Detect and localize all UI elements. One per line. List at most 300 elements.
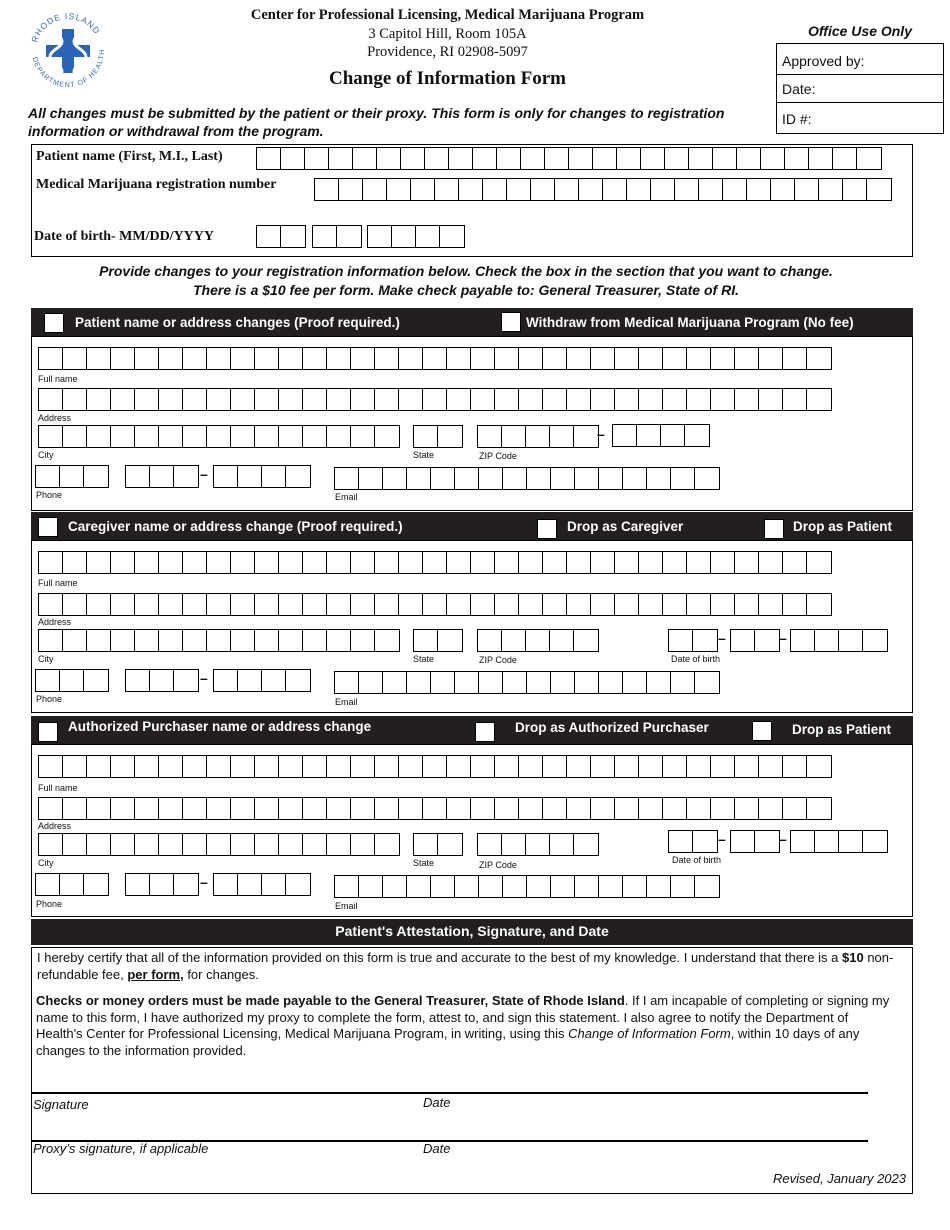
char-cell[interactable] xyxy=(375,798,399,819)
char-cell[interactable] xyxy=(363,179,387,200)
char-cell[interactable] xyxy=(507,179,531,200)
char-cell[interactable] xyxy=(399,348,423,369)
char-cell[interactable] xyxy=(502,426,526,447)
char-cell[interactable] xyxy=(423,552,447,573)
char-cell[interactable] xyxy=(543,594,567,615)
char-cell[interactable] xyxy=(327,348,351,369)
char-cell[interactable] xyxy=(159,630,183,651)
char-cell[interactable] xyxy=(255,426,279,447)
office-id-field[interactable] xyxy=(777,103,943,133)
char-cell[interactable] xyxy=(438,630,462,651)
char-cell[interactable] xyxy=(735,389,759,410)
char-cell[interactable] xyxy=(591,389,615,410)
char-cell[interactable] xyxy=(623,876,647,897)
char-cell[interactable] xyxy=(447,389,471,410)
char-cell[interactable] xyxy=(495,348,519,369)
char-cell[interactable] xyxy=(574,834,598,855)
patient-zip-input[interactable] xyxy=(477,425,599,448)
char-cell[interactable] xyxy=(351,594,375,615)
char-cell[interactable] xyxy=(687,552,711,573)
char-cell[interactable] xyxy=(159,756,183,777)
char-cell[interactable] xyxy=(407,876,431,897)
char-cell[interactable] xyxy=(591,594,615,615)
char-cell[interactable] xyxy=(87,552,111,573)
purchaser-full-name-input[interactable] xyxy=(38,755,832,778)
char-cell[interactable] xyxy=(87,630,111,651)
char-cell[interactable] xyxy=(353,148,377,169)
char-cell[interactable] xyxy=(387,179,411,200)
char-cell[interactable] xyxy=(615,798,639,819)
char-cell[interactable] xyxy=(231,389,255,410)
char-cell[interactable] xyxy=(543,798,567,819)
char-cell[interactable] xyxy=(574,630,598,651)
char-cell[interactable] xyxy=(693,630,717,651)
char-cell[interactable] xyxy=(111,834,135,855)
char-cell[interactable] xyxy=(455,876,479,897)
caregiver-change-checkbox[interactable] xyxy=(38,517,58,537)
char-cell[interactable] xyxy=(711,594,735,615)
char-cell[interactable] xyxy=(447,756,471,777)
char-cell[interactable] xyxy=(63,426,87,447)
char-cell[interactable] xyxy=(159,348,183,369)
caregiver-dob-month-input[interactable] xyxy=(668,629,718,652)
char-cell[interactable] xyxy=(627,179,651,200)
char-cell[interactable] xyxy=(416,226,440,247)
char-cell[interactable] xyxy=(383,468,407,489)
char-cell[interactable] xyxy=(135,630,159,651)
char-cell[interactable] xyxy=(783,552,807,573)
char-cell[interactable] xyxy=(207,798,231,819)
char-cell[interactable] xyxy=(687,756,711,777)
char-cell[interactable] xyxy=(135,348,159,369)
char-cell[interactable] xyxy=(791,831,815,852)
purchaser-dob-month-input[interactable] xyxy=(668,830,718,853)
char-cell[interactable] xyxy=(431,876,455,897)
char-cell[interactable] xyxy=(359,672,383,693)
char-cell[interactable] xyxy=(63,756,87,777)
char-cell[interactable] xyxy=(711,552,735,573)
char-cell[interactable] xyxy=(63,594,87,615)
char-cell[interactable] xyxy=(87,798,111,819)
char-cell[interactable] xyxy=(231,630,255,651)
char-cell[interactable] xyxy=(39,630,63,651)
caregiver-dob-day-input[interactable] xyxy=(730,629,780,652)
char-cell[interactable] xyxy=(575,876,599,897)
char-cell[interactable] xyxy=(135,756,159,777)
char-cell[interactable] xyxy=(521,148,545,169)
char-cell[interactable] xyxy=(303,389,327,410)
char-cell[interactable] xyxy=(435,179,459,200)
char-cell[interactable] xyxy=(502,630,526,651)
char-cell[interactable] xyxy=(711,798,735,819)
char-cell[interactable] xyxy=(255,389,279,410)
char-cell[interactable] xyxy=(423,798,447,819)
char-cell[interactable] xyxy=(183,594,207,615)
caregiver-state-input[interactable] xyxy=(413,629,463,652)
char-cell[interactable] xyxy=(783,756,807,777)
char-cell[interactable] xyxy=(303,552,327,573)
registration-number-input[interactable] xyxy=(314,178,892,201)
char-cell[interactable] xyxy=(711,756,735,777)
char-cell[interactable] xyxy=(207,756,231,777)
char-cell[interactable] xyxy=(502,834,526,855)
char-cell[interactable] xyxy=(63,834,87,855)
char-cell[interactable] xyxy=(423,389,447,410)
char-cell[interactable] xyxy=(669,630,693,651)
char-cell[interactable] xyxy=(359,876,383,897)
char-cell[interactable] xyxy=(111,630,135,651)
char-cell[interactable] xyxy=(747,179,771,200)
char-cell[interactable] xyxy=(279,348,303,369)
char-cell[interactable] xyxy=(639,389,663,410)
char-cell[interactable] xyxy=(126,466,150,487)
char-cell[interactable] xyxy=(303,426,327,447)
char-cell[interactable] xyxy=(685,425,709,446)
char-cell[interactable] xyxy=(440,226,464,247)
approved-by-field[interactable] xyxy=(777,44,943,75)
char-cell[interactable] xyxy=(599,876,623,897)
char-cell[interactable] xyxy=(255,348,279,369)
patient-address-input[interactable] xyxy=(38,388,832,411)
char-cell[interactable] xyxy=(473,148,497,169)
char-cell[interactable] xyxy=(39,426,63,447)
char-cell[interactable] xyxy=(257,148,281,169)
char-cell[interactable] xyxy=(126,874,150,895)
char-cell[interactable] xyxy=(731,630,755,651)
char-cell[interactable] xyxy=(305,148,329,169)
char-cell[interactable] xyxy=(375,552,399,573)
dob-month-input[interactable] xyxy=(256,225,306,248)
char-cell[interactable] xyxy=(567,594,591,615)
char-cell[interactable] xyxy=(527,672,551,693)
char-cell[interactable] xyxy=(591,552,615,573)
char-cell[interactable] xyxy=(519,798,543,819)
caregiver-dob-year-input[interactable] xyxy=(790,629,888,652)
char-cell[interactable] xyxy=(279,630,303,651)
char-cell[interactable] xyxy=(327,756,351,777)
char-cell[interactable] xyxy=(593,148,617,169)
char-cell[interactable] xyxy=(231,426,255,447)
purchaser-address-input[interactable] xyxy=(38,797,832,820)
char-cell[interactable] xyxy=(661,425,685,446)
caregiver-address-input[interactable] xyxy=(38,593,832,616)
char-cell[interactable] xyxy=(159,834,183,855)
char-cell[interactable] xyxy=(459,179,483,200)
char-cell[interactable] xyxy=(551,876,575,897)
char-cell[interactable] xyxy=(183,798,207,819)
char-cell[interactable] xyxy=(711,389,735,410)
char-cell[interactable] xyxy=(39,756,63,777)
char-cell[interactable] xyxy=(255,552,279,573)
char-cell[interactable] xyxy=(329,148,353,169)
char-cell[interactable] xyxy=(671,672,695,693)
purchaser-zip-input[interactable] xyxy=(477,833,599,856)
char-cell[interactable] xyxy=(135,798,159,819)
char-cell[interactable] xyxy=(647,672,671,693)
char-cell[interactable] xyxy=(279,834,303,855)
char-cell[interactable] xyxy=(591,756,615,777)
char-cell[interactable] xyxy=(303,594,327,615)
char-cell[interactable] xyxy=(639,348,663,369)
char-cell[interactable] xyxy=(375,630,399,651)
caregiver-zip-input[interactable] xyxy=(477,629,599,652)
char-cell[interactable] xyxy=(303,798,327,819)
char-cell[interactable] xyxy=(647,876,671,897)
char-cell[interactable] xyxy=(807,348,831,369)
char-cell[interactable] xyxy=(575,672,599,693)
char-cell[interactable] xyxy=(591,348,615,369)
char-cell[interactable] xyxy=(231,798,255,819)
char-cell[interactable] xyxy=(639,756,663,777)
char-cell[interactable] xyxy=(375,756,399,777)
char-cell[interactable] xyxy=(159,594,183,615)
char-cell[interactable] xyxy=(599,468,623,489)
char-cell[interactable] xyxy=(174,466,198,487)
char-cell[interactable] xyxy=(695,468,719,489)
char-cell[interactable] xyxy=(111,389,135,410)
char-cell[interactable] xyxy=(447,798,471,819)
purchaser-drop-patient-checkbox[interactable] xyxy=(752,721,772,741)
char-cell[interactable] xyxy=(785,148,809,169)
char-cell[interactable] xyxy=(383,876,407,897)
char-cell[interactable] xyxy=(519,552,543,573)
char-cell[interactable] xyxy=(695,672,719,693)
char-cell[interactable] xyxy=(569,148,593,169)
char-cell[interactable] xyxy=(567,389,591,410)
char-cell[interactable] xyxy=(863,630,887,651)
patient-full-name-input[interactable] xyxy=(38,347,832,370)
char-cell[interactable] xyxy=(663,798,687,819)
char-cell[interactable] xyxy=(423,594,447,615)
caregiver-phone-area-input[interactable] xyxy=(35,669,109,692)
char-cell[interactable] xyxy=(313,226,337,247)
char-cell[interactable] xyxy=(735,798,759,819)
char-cell[interactable] xyxy=(637,425,661,446)
patient-city-input[interactable] xyxy=(38,425,400,448)
char-cell[interactable] xyxy=(60,466,84,487)
char-cell[interactable] xyxy=(519,389,543,410)
purchaser-city-input[interactable] xyxy=(38,833,400,856)
char-cell[interactable] xyxy=(351,756,375,777)
char-cell[interactable] xyxy=(339,179,363,200)
char-cell[interactable] xyxy=(36,466,60,487)
char-cell[interactable] xyxy=(351,348,375,369)
patient-zip4-input[interactable] xyxy=(612,424,710,447)
purchaser-state-input[interactable] xyxy=(413,833,463,856)
char-cell[interactable] xyxy=(375,594,399,615)
char-cell[interactable] xyxy=(687,348,711,369)
char-cell[interactable] xyxy=(495,756,519,777)
char-cell[interactable] xyxy=(479,672,503,693)
char-cell[interactable] xyxy=(36,874,60,895)
char-cell[interactable] xyxy=(495,552,519,573)
char-cell[interactable] xyxy=(383,672,407,693)
char-cell[interactable] xyxy=(795,179,819,200)
char-cell[interactable] xyxy=(519,348,543,369)
char-cell[interactable] xyxy=(214,874,238,895)
char-cell[interactable] xyxy=(392,226,416,247)
char-cell[interactable] xyxy=(651,179,675,200)
char-cell[interactable] xyxy=(807,389,831,410)
char-cell[interactable] xyxy=(207,594,231,615)
char-cell[interactable] xyxy=(87,834,111,855)
char-cell[interactable] xyxy=(351,630,375,651)
char-cell[interactable] xyxy=(623,468,647,489)
signature-line[interactable] xyxy=(31,1092,868,1094)
char-cell[interactable] xyxy=(567,552,591,573)
char-cell[interactable] xyxy=(87,594,111,615)
char-cell[interactable] xyxy=(735,348,759,369)
char-cell[interactable] xyxy=(671,468,695,489)
char-cell[interactable] xyxy=(111,348,135,369)
drop-purchaser-checkbox[interactable] xyxy=(475,722,495,742)
char-cell[interactable] xyxy=(675,179,699,200)
char-cell[interactable] xyxy=(531,179,555,200)
char-cell[interactable] xyxy=(39,552,63,573)
char-cell[interactable] xyxy=(687,389,711,410)
char-cell[interactable] xyxy=(231,552,255,573)
char-cell[interactable] xyxy=(425,148,449,169)
purchaser-phone-prefix-input[interactable] xyxy=(125,873,199,896)
char-cell[interactable] xyxy=(335,468,359,489)
char-cell[interactable] xyxy=(497,148,521,169)
char-cell[interactable] xyxy=(617,148,641,169)
char-cell[interactable] xyxy=(135,426,159,447)
char-cell[interactable] xyxy=(438,834,462,855)
char-cell[interactable] xyxy=(807,756,831,777)
char-cell[interactable] xyxy=(471,594,495,615)
patient-change-checkbox[interactable] xyxy=(44,313,64,333)
char-cell[interactable] xyxy=(503,468,527,489)
char-cell[interactable] xyxy=(111,594,135,615)
char-cell[interactable] xyxy=(207,389,231,410)
char-cell[interactable] xyxy=(375,348,399,369)
char-cell[interactable] xyxy=(183,756,207,777)
char-cell[interactable] xyxy=(759,348,783,369)
char-cell[interactable] xyxy=(759,798,783,819)
char-cell[interactable] xyxy=(663,348,687,369)
char-cell[interactable] xyxy=(687,798,711,819)
char-cell[interactable] xyxy=(174,670,198,691)
char-cell[interactable] xyxy=(135,834,159,855)
char-cell[interactable] xyxy=(255,594,279,615)
char-cell[interactable] xyxy=(495,389,519,410)
char-cell[interactable] xyxy=(327,594,351,615)
char-cell[interactable] xyxy=(183,426,207,447)
char-cell[interactable] xyxy=(755,831,779,852)
char-cell[interactable] xyxy=(279,756,303,777)
char-cell[interactable] xyxy=(39,348,63,369)
char-cell[interactable] xyxy=(545,148,569,169)
char-cell[interactable] xyxy=(407,468,431,489)
char-cell[interactable] xyxy=(455,672,479,693)
char-cell[interactable] xyxy=(411,179,435,200)
char-cell[interactable] xyxy=(431,672,455,693)
char-cell[interactable] xyxy=(550,834,574,855)
char-cell[interactable] xyxy=(543,348,567,369)
char-cell[interactable] xyxy=(471,389,495,410)
char-cell[interactable] xyxy=(207,426,231,447)
char-cell[interactable] xyxy=(286,874,310,895)
char-cell[interactable] xyxy=(368,226,392,247)
char-cell[interactable] xyxy=(255,798,279,819)
dob-day-input[interactable] xyxy=(312,225,362,248)
char-cell[interactable] xyxy=(87,348,111,369)
char-cell[interactable] xyxy=(613,425,637,446)
char-cell[interactable] xyxy=(639,552,663,573)
char-cell[interactable] xyxy=(735,594,759,615)
char-cell[interactable] xyxy=(231,756,255,777)
char-cell[interactable] xyxy=(663,552,687,573)
char-cell[interactable] xyxy=(669,831,693,852)
caregiver-drop-patient-checkbox[interactable] xyxy=(764,519,784,539)
purchaser-phone-line-input[interactable] xyxy=(213,873,311,896)
char-cell[interactable] xyxy=(867,179,891,200)
purchaser-dob-year-input[interactable] xyxy=(790,830,888,853)
char-cell[interactable] xyxy=(671,876,695,897)
char-cell[interactable] xyxy=(479,468,503,489)
char-cell[interactable] xyxy=(414,426,438,447)
char-cell[interactable] xyxy=(286,466,310,487)
char-cell[interactable] xyxy=(207,834,231,855)
char-cell[interactable] xyxy=(60,874,84,895)
caregiver-city-input[interactable] xyxy=(38,629,400,652)
char-cell[interactable] xyxy=(771,179,795,200)
char-cell[interactable] xyxy=(286,670,310,691)
char-cell[interactable] xyxy=(478,834,502,855)
char-cell[interactable] xyxy=(255,834,279,855)
char-cell[interactable] xyxy=(693,831,717,852)
char-cell[interactable] xyxy=(183,630,207,651)
char-cell[interactable] xyxy=(335,876,359,897)
char-cell[interactable] xyxy=(543,756,567,777)
char-cell[interactable] xyxy=(159,798,183,819)
char-cell[interactable] xyxy=(126,670,150,691)
char-cell[interactable] xyxy=(399,594,423,615)
char-cell[interactable] xyxy=(615,756,639,777)
office-date-field[interactable] xyxy=(777,75,943,103)
char-cell[interactable] xyxy=(449,148,473,169)
char-cell[interactable] xyxy=(303,834,327,855)
char-cell[interactable] xyxy=(639,594,663,615)
char-cell[interactable] xyxy=(663,389,687,410)
char-cell[interactable] xyxy=(262,874,286,895)
char-cell[interactable] xyxy=(423,756,447,777)
char-cell[interactable] xyxy=(495,798,519,819)
char-cell[interactable] xyxy=(695,876,719,897)
char-cell[interactable] xyxy=(231,594,255,615)
char-cell[interactable] xyxy=(723,179,747,200)
char-cell[interactable] xyxy=(543,389,567,410)
char-cell[interactable] xyxy=(159,389,183,410)
withdraw-checkbox[interactable] xyxy=(501,312,521,332)
char-cell[interactable] xyxy=(257,226,281,247)
char-cell[interactable] xyxy=(255,630,279,651)
char-cell[interactable] xyxy=(641,148,665,169)
char-cell[interactable] xyxy=(303,630,327,651)
char-cell[interactable] xyxy=(471,348,495,369)
char-cell[interactable] xyxy=(731,831,755,852)
char-cell[interactable] xyxy=(527,468,551,489)
char-cell[interactable] xyxy=(135,389,159,410)
char-cell[interactable] xyxy=(455,468,479,489)
char-cell[interactable] xyxy=(783,348,807,369)
patient-state-input[interactable] xyxy=(413,425,463,448)
char-cell[interactable] xyxy=(478,630,502,651)
char-cell[interactable] xyxy=(327,630,351,651)
patient-email-input[interactable] xyxy=(334,467,720,490)
char-cell[interactable] xyxy=(183,552,207,573)
